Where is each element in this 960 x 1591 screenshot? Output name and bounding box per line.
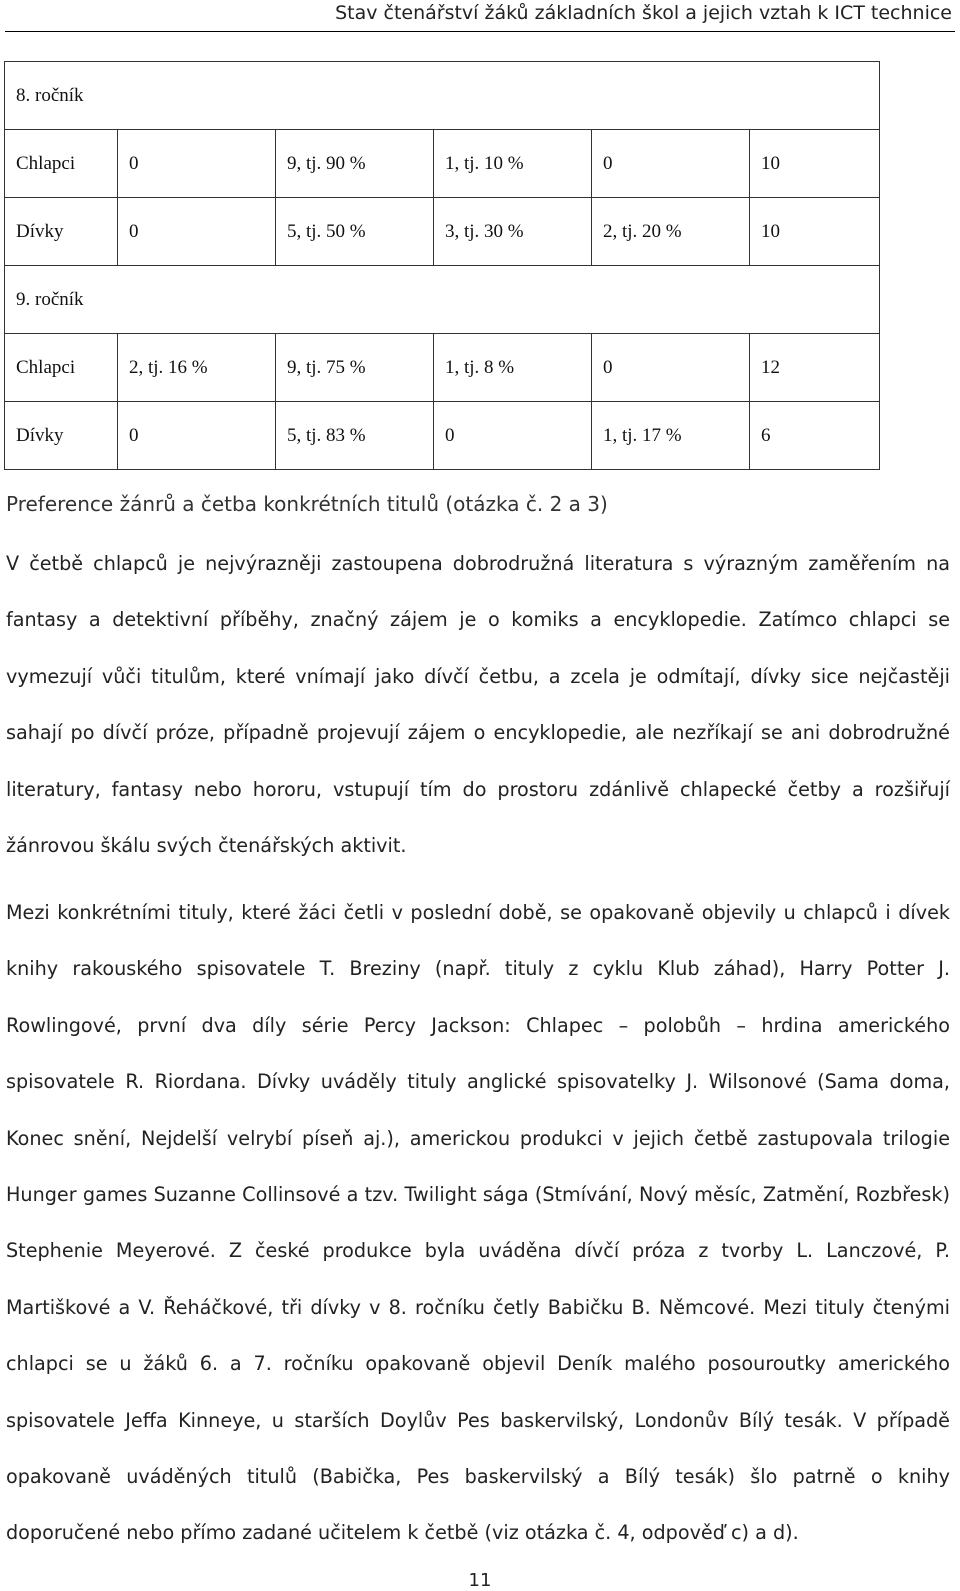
table-cell: 2, tj. 20 % — [592, 198, 750, 266]
table-cell: Dívky — [5, 402, 118, 470]
table-cell: Dívky — [5, 198, 118, 266]
table-cell: 3, tj. 30 % — [434, 198, 592, 266]
table-cell: 1, tj. 8 % — [434, 334, 592, 402]
table-cell: 1, tj. 10 % — [434, 130, 592, 198]
page-number: 11 — [468, 1570, 492, 1591]
table-cell: 6 — [750, 402, 880, 470]
table-cell: 1, tj. 17 % — [592, 402, 750, 470]
running-header: Stav čtenářství žáků základních škol a jejich vztah k ICT technice — [335, 2, 952, 24]
table-cell: 10 — [750, 130, 880, 198]
body-paragraph: V četbě chlapců je nejvýrazněji zastoupena dobrodružná literatura s výrazným zaměřením na fantasy a detektivní příběhy, značný zájem je o komiks a encyklopedie. Zatímco chlapci se vymezují vůči titulům, které vnímají jako dívčí četbu, a zcela je odmítají, dívky sice nejčastěji sahají po dívčí próze, případně projevují zájem o encyklopedie, ale nezříkají se ani dobrodružné literatury, fantasy nebo hororu, vstupují tím do prostoru zdánlivě chlapecké četby a rozšiřují žánrovou škálu svých čtenářských aktivit. — [6, 552, 950, 858]
results-table — [4, 61, 880, 470]
table-cell: 5, tj. 50 % — [276, 198, 434, 266]
table-cell: 0 — [592, 130, 750, 198]
table-cell: Chlapci — [5, 130, 118, 198]
grade-label: 9. ročník — [5, 266, 880, 334]
table-cell: 9, tj. 90 % — [276, 130, 434, 198]
table-row — [5, 198, 880, 266]
table-row — [5, 402, 880, 470]
section-heading: Preference žánrů a četba konkrétních titulů (otázka č. 2 a 3) — [6, 492, 608, 516]
table-cell: 0 — [434, 402, 592, 470]
table-cell: 9, tj. 75 % — [276, 334, 434, 402]
table-cell: 0 — [118, 402, 276, 470]
header-rule — [5, 31, 955, 32]
table-row — [5, 130, 880, 198]
table-cell: 10 — [750, 198, 880, 266]
table-row — [5, 266, 880, 334]
table-cell: 5, tj. 83 % — [276, 402, 434, 470]
table-row — [5, 334, 880, 402]
table-cell: 2, tj. 16 % — [118, 334, 276, 402]
table-cell: 0 — [118, 130, 276, 198]
table-cell: Chlapci — [5, 334, 118, 402]
table-cell: 12 — [750, 334, 880, 402]
table-cell: 0 — [592, 334, 750, 402]
table-cell: 0 — [118, 198, 276, 266]
body-paragraph: Mezi konkrétními tituly, které žáci četli v poslední době, se opakovaně objevily u chlapců i dívek knihy rakouského spisovatele T. Breziny (např. tituly z cyklu Klub záhad), Harry Potter J. Rowlingové, první dva díly série Percy Jackson: Chlapec – polobůh – hrdina amerického spisovatele R. Riordana. Dívky uváděly tituly anglické spisovatelky J. Wilsonové (Sama doma, Konec snění, Nejdelší velrybí píseň aj.), americkou produkci v jejich četbě zastupovala trilogie Hunger games Suzanne Collinsové a tzv. Twilight sága (Stmívání, Nový měsíc, Zatmění, Rozbřesk) Stephenie Meyerové. Z české produkce byla uváděna dívčí próza z tvorby L. Lanczové, P. Martiškové a V. Řeháčkové, tři dívky v 8. ročníku četly Babičku B. Němcové. Mezi tituly čtenými chlapci se u žáků 6. a 7. ročníku opakovaně objevil Deník malého posouroutky amerického spisovatele Jeffa Kinneye, u starších Doylův Pes baskervilský, Londonův Bílý tesák. V případě opakovaně uváděných titulů (Babička, Pes baskervilský a Bílý tesák) šlo patrně o knihy doporučené nebo přímo zadané učitelem k četbě (viz otázka č. 4, odpověď c) a d). — [6, 901, 950, 1545]
table-row — [5, 62, 880, 130]
grade-label: 8. ročník — [5, 62, 880, 130]
